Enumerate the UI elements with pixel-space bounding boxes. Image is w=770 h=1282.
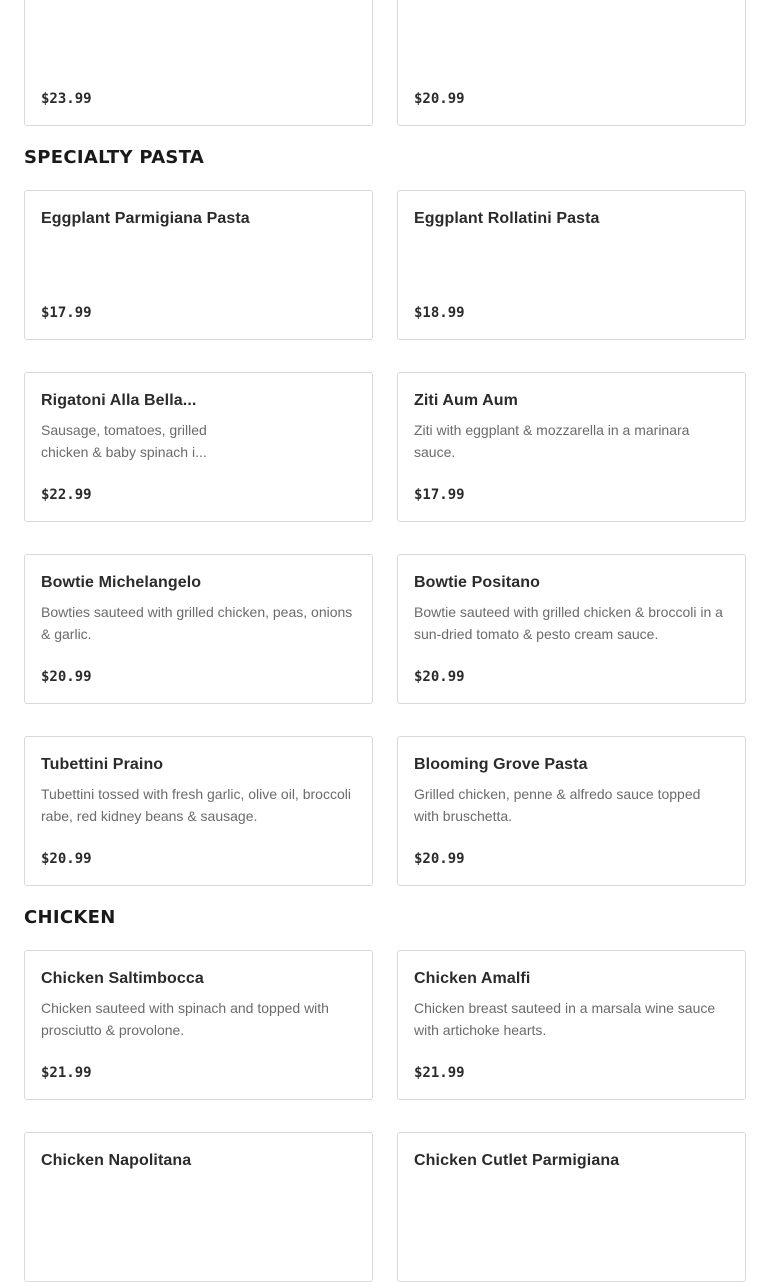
menu-item-card[interactable] [397, 0, 746, 126]
partial-item-row [24, 0, 746, 126]
item-name: Blooming Grove Pasta [414, 756, 588, 773]
item-name: Eggplant Rollatini Pasta [414, 210, 600, 227]
menu-item-card[interactable] [397, 950, 746, 1100]
section-title-specialty-pasta: SPECIALTY PASTA [24, 147, 205, 168]
chicken-grid [24, 950, 746, 1282]
menu-item-card[interactable] [24, 736, 373, 886]
item-description: Tubettini tossed with fresh garlic, olive oil, broccoli rabe, red kidney beans & sausage. [41, 786, 351, 824]
menu-item-card[interactable] [397, 554, 746, 704]
menu-item-card[interactable] [397, 190, 746, 340]
item-description: Bowtie sauteed with grilled chicken & broccoli in a sun-dried tomato & pesto cream sauce. [414, 604, 723, 642]
item-price: $20.99 [414, 91, 465, 107]
item-name: Chicken Amalfi [414, 970, 531, 987]
item-description: Grilled chicken, penne & alfredo sauce topped with bruschetta. [414, 786, 701, 824]
item-description: Chicken sauteed with spinach and topped with prosciutto & provolone. [41, 1000, 329, 1038]
menu-item-card[interactable] [24, 0, 373, 126]
item-name: Chicken Napolitana [41, 1152, 192, 1169]
item-price: $17.99 [414, 487, 465, 503]
menu-item-card[interactable] [397, 1132, 746, 1282]
menu-item-card[interactable] [24, 950, 373, 1100]
item-price: $23.99 [41, 91, 92, 107]
item-name: Bowtie Positano [414, 574, 540, 591]
item-name: Chicken Cutlet Parmigiana [414, 1152, 620, 1169]
item-price: $17.99 [41, 305, 92, 321]
item-description: Ziti with eggplant & mozzarella in a marinara sauce. [414, 422, 690, 460]
item-description: Sausage, tomatoes, grilled chicken & baby spinach i... [41, 422, 207, 460]
item-price: $20.99 [41, 851, 92, 867]
menu-item-card[interactable] [24, 190, 373, 340]
item-price: $22.99 [41, 487, 92, 503]
item-name: Eggplant Parmigiana Pasta [41, 210, 250, 227]
item-name: Bowtie Michelangelo [41, 574, 202, 591]
item-name: Chicken Saltimbocca [41, 970, 204, 987]
menu-item-card[interactable] [397, 372, 746, 522]
item-price: $21.99 [414, 1065, 465, 1081]
item-name: Rigatoni Alla Bella... [41, 392, 197, 409]
menu-item-card[interactable] [24, 554, 373, 704]
section-title-chicken: CHICKEN [24, 907, 116, 928]
item-description: Chicken breast sauteed in a marsala wine sauce with artichoke hearts. [414, 1000, 716, 1038]
item-price: $21.99 [41, 1065, 92, 1081]
item-description: Bowties sauteed with grilled chicken, peas, onions & garlic. [41, 604, 353, 642]
specialty-pasta-grid [24, 190, 746, 886]
item-price: $20.99 [41, 669, 92, 685]
menu-item-card[interactable] [397, 736, 746, 886]
item-price: $18.99 [414, 305, 465, 321]
item-name: Ziti Aum Aum [414, 392, 519, 409]
menu-item-card[interactable] [24, 1132, 373, 1282]
item-price: $20.99 [414, 851, 465, 867]
item-price: $20.99 [414, 669, 465, 685]
item-name: Tubettini Praino [41, 756, 164, 773]
menu-item-card[interactable] [24, 372, 373, 522]
